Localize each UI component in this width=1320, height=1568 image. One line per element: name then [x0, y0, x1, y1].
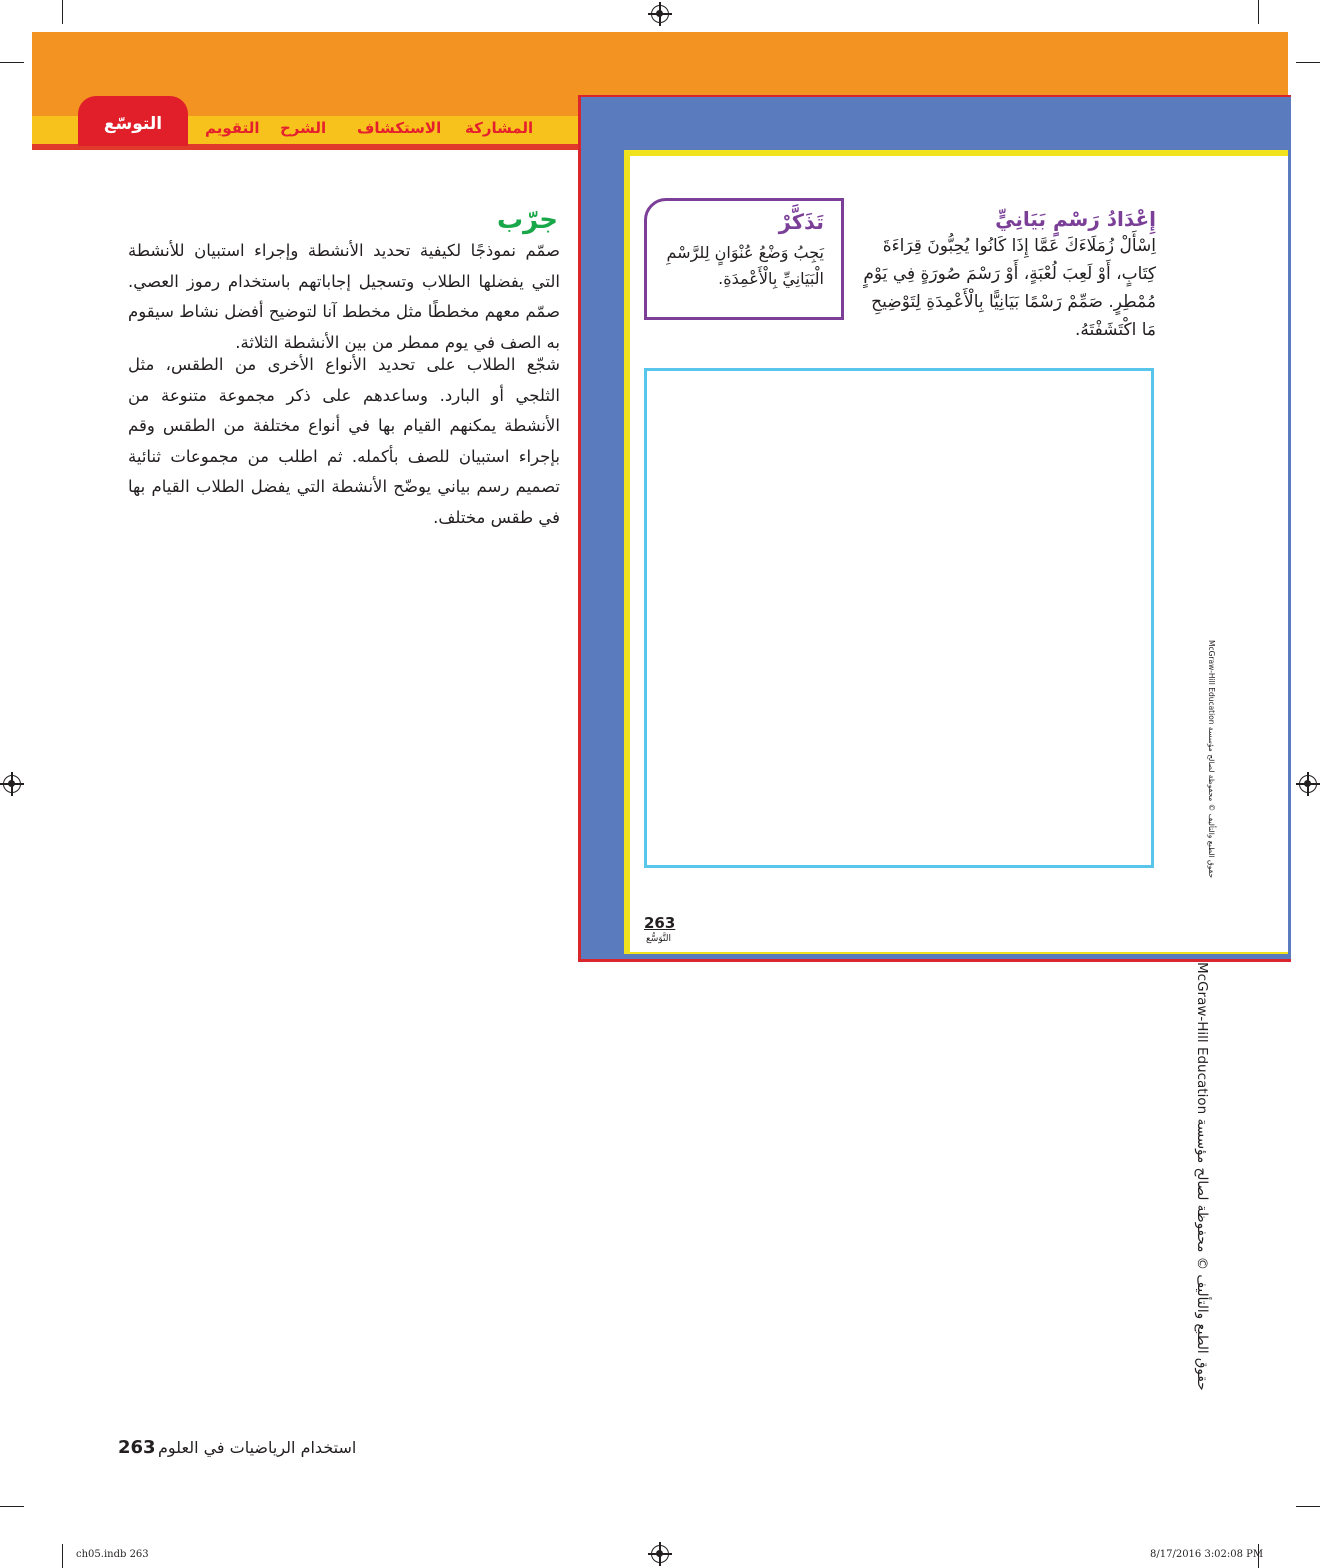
- crop-mark: [0, 62, 24, 63]
- crop-mark: [62, 0, 63, 24]
- nav-item-evaluate[interactable]: التقويم: [205, 119, 260, 137]
- registration-mark-icon: [651, 1545, 669, 1563]
- copyright-notice-small: حقوق الطبع والتأليف © محفوظة لصالح مؤسسة McGraw-Hill Education: [1207, 640, 1216, 879]
- paragraph-try-1: صمّم نموذجًا لكيفية تحديد الأنشطة وإجراء استبيان للأنشطة التي يفضلها الطلاب وتسجيل إجاباتهم باستخدام رموز العصي. صمّم معهم مخططًا مثل مخطط آنا لتوضيح أفضل نشاط سيقوم به الصف في يوم ممطر من بين الأنشطة الثلاثة.: [128, 241, 560, 352]
- tab-elaborate[interactable]: التوسّع: [78, 96, 188, 146]
- remember-text: يَجِبُ وَضْعُ عُنْوَانٍ لِلرَّسْمِ الْبَيَانِيِّ بِالْأَعْمِدَةِ.: [666, 243, 824, 288]
- activity-instructions: اِسْأَلْ زُمَلَاءَكَ عَمَّا إِذَا كَانُوا يُحِبُّونَ قِرَاءَةَ كِتَابٍ، أَوْ لَعِبَ لُعْبَةٍ، أَوْ رَسْمَ صُورَةٍ فِي يَوْمٍ مُمْطِرٍ. صَمِّمْ رَسْمًا بَيَانِيًّا بِالْأَعْمِدَةِ لِتَوْضِيحِ مَا اكْتَشَفْتَهُ.: [863, 236, 1156, 340]
- nav-item-explore[interactable]: الاستكشاف: [357, 119, 442, 137]
- slug-file: ch05.indb 263: [76, 1549, 149, 1560]
- registration-mark-icon: [651, 5, 669, 23]
- nav-item-engage[interactable]: المشاركة: [465, 119, 534, 137]
- student-page-label: التَّوَسُّع: [646, 934, 671, 944]
- nav-item-explain[interactable]: الشرح: [280, 119, 327, 137]
- page-number: 263: [118, 1437, 156, 1458]
- student-page-number: 263: [644, 914, 676, 932]
- copyright-notice: حقوق الطبع والتأليف © محفوظة لصالح مؤسسة McGraw-Hill Education: [1194, 962, 1210, 1391]
- answer-drawing-area[interactable]: [644, 368, 1154, 868]
- registration-mark-icon: [1299, 775, 1317, 793]
- paragraph-try-2: شجّع الطلاب على تحديد الأنواع الأخرى من الطقس، مثل الثلجي أو البارد. وساعدهم على ذكر مجموعة متنوعة من الأنشطة يمكنهم القيام بها في أنواع مختلفة من الطقس وقم بإجراء استبيان للصف بأكمله. ثم اطلب من مجموعات ثنائية تصميم رسم بياني يوضّح الأنشطة التي يفضل الطلاب القيام بها في طقس مختلف.: [128, 355, 560, 527]
- slug-datetime: 8/17/2016 3:02:08 PM: [1150, 1549, 1264, 1560]
- registration-mark-icon: [3, 775, 21, 793]
- crop-mark: [62, 1544, 63, 1568]
- crop-mark: [1296, 62, 1320, 63]
- activity-title: إِعْدَادُ رَسْمٍ بَيَانِيٍّ: [995, 207, 1156, 231]
- crop-mark: [1258, 0, 1259, 24]
- crop-mark: [0, 1506, 24, 1507]
- crop-mark: [1296, 1506, 1320, 1507]
- section-title: جرّب: [496, 205, 558, 235]
- footer-title: استخدام الرياضيات في العلوم: [158, 1438, 357, 1457]
- remember-title: تَذَكَّرْ: [778, 210, 824, 234]
